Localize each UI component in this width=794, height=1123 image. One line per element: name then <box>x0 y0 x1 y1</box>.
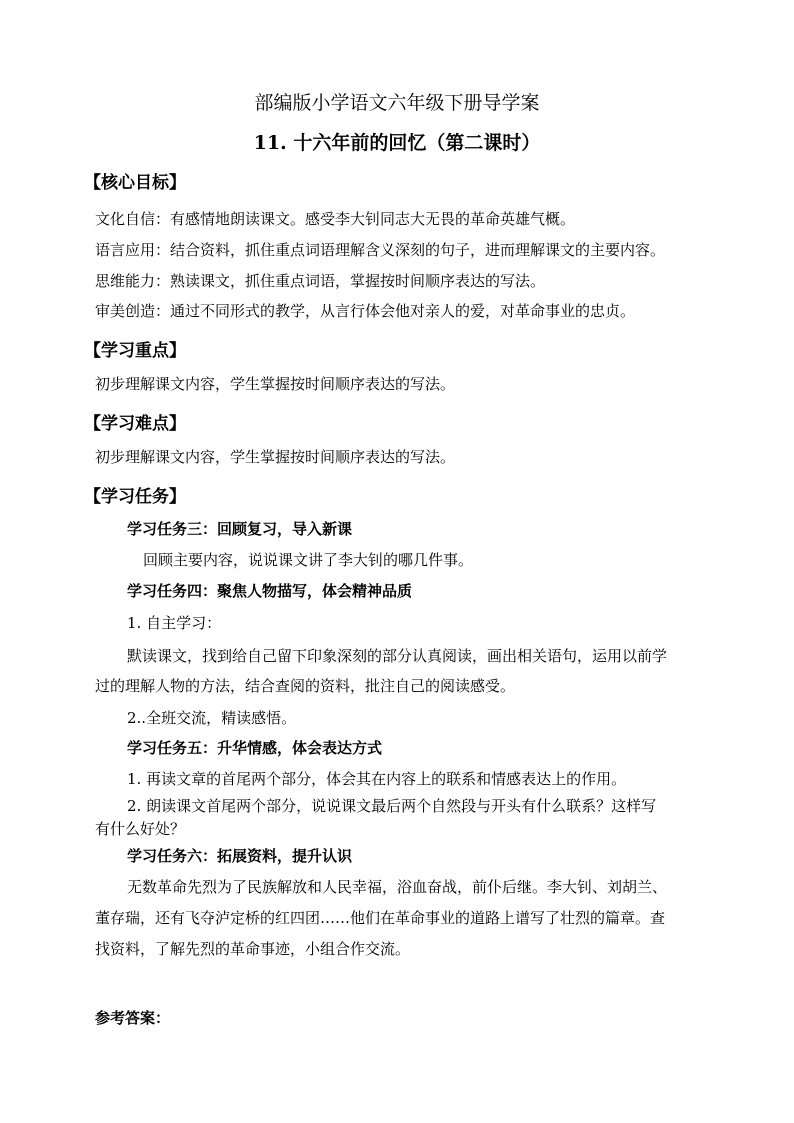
task-six-paragraph: 无数革命先烈为了民族解放和人民幸福，浴血奋战，前仆后继。李大钊、刘胡兰、 <box>127 878 668 896</box>
task-three-title: 学习任务三：回顾复习，导入新课 <box>127 520 353 538</box>
task-three-text: 回顾主要内容，说说课文讲了李大钊的哪几件事。 <box>143 551 474 569</box>
task-four-paragraph: 默读课文，找到给自己留下印象深刻的部分认真阅读，画出相关语句，运用以前学 <box>127 647 668 665</box>
section-heading-focus: 【学习重点】 <box>84 341 186 361</box>
task-five-title: 学习任务五：升华情感，体会表达方式 <box>127 739 383 757</box>
section-heading-goals: 【核心目标】 <box>84 173 186 193</box>
section-heading-difficulty: 【学习难点】 <box>84 414 186 434</box>
goal-item: 思维能力：熟读课文，抓住重点词语，掌握按时间顺序表达的写法。 <box>95 272 546 290</box>
goal-item: 语言应用：结合资料，抓住重点词语理解含义深刻的句子，进而理解课文的主要内容。 <box>95 241 666 259</box>
focus-text: 初步理解课文内容，学生掌握按时间顺序表达的写法。 <box>95 375 456 393</box>
goal-item: 审美创造：通过不同形式的教学，从言行体会他对亲人的爱，对革命事业的忠贞。 <box>95 302 636 320</box>
reference-answer-label: 参考答案： <box>95 1009 171 1027</box>
task-five-item-continued: 有什么好处？ <box>95 820 186 838</box>
document-title: 部编版小学语文六年级下册导学案 <box>254 92 540 114</box>
task-four-step-two: 2..全班交流，精读感悟。 <box>127 709 297 727</box>
lesson-title: 11. 十六年前的回忆（第二课时） <box>253 132 541 154</box>
task-six-paragraph: 董存瑞，还有飞夺泸定桥的红四团……他们在革命事业的道路上谱写了壮烈的篇章。查 <box>95 909 666 927</box>
task-five-item: 1. 再读文章的首尾两个部分，体会其在内容上的联系和情感表达上的作用。 <box>127 770 627 788</box>
task-six-title: 学习任务六：拓展资料，提升认识 <box>127 847 353 865</box>
task-four-title: 学习任务四：聚焦人物描写，体会精神品质 <box>127 582 413 600</box>
task-four-step-one: 1. 自主学习： <box>127 614 222 632</box>
task-six-paragraph: 找资料，了解先烈的革命事迹，小组合作交流。 <box>95 940 411 958</box>
difficulty-text: 初步理解课文内容，学生掌握按时间顺序表达的写法。 <box>95 448 456 466</box>
goal-item: 文化自信：有感情地朗读课文。感受李大钊同志大无畏的革命英雄气概。 <box>95 210 576 228</box>
task-four-paragraph: 过的理解人物的方法，结合查阅的资料，批注自己的阅读感受。 <box>95 677 516 695</box>
task-five-item: 2. 朗读课文首尾两个部分，说说课文最后两个自然段与开头有什么联系？这样写 <box>127 797 657 815</box>
section-heading-tasks: 【学习任务】 <box>84 487 186 507</box>
